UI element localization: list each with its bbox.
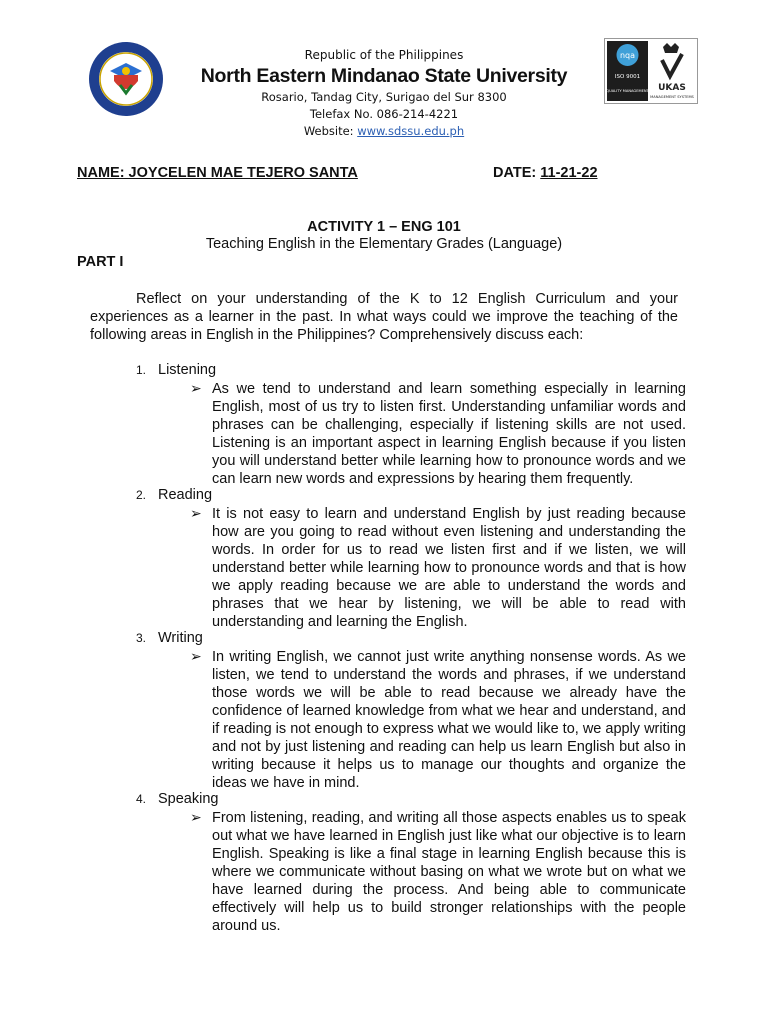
item-title: Writing xyxy=(158,630,203,646)
activity-subtitle: Teaching English in the Elementary Grades (Language) xyxy=(205,236,563,252)
arrow-bullet-icon: ➢ xyxy=(190,380,202,396)
item-title: Reading xyxy=(158,487,213,503)
item-number: 4. xyxy=(136,792,147,806)
item-number: 1. xyxy=(136,363,147,377)
item-title: Speaking xyxy=(158,791,219,807)
website-label: Website: xyxy=(303,124,358,138)
arrow-bullet-icon: ➢ xyxy=(190,809,202,825)
item-paragraph: It is not easy to learn and understand English by just reading because how are you going to read without even listening and understanding the words. In order for us to read we listen first and if we listen, we will understand better while learning how to pronounce words and that is how we apply reading because we are able to understand the words and phrases that we hear by listening, we will be able to read with understanding and learning the English. xyxy=(212,506,686,630)
website-link[interactable]: www.sdssu.edu.ph xyxy=(357,124,465,138)
student-name-text: NAME: JOYCELEN MAE TEJERO SANTA xyxy=(77,165,358,181)
address-line: Rosario, Tandag City, Surigao del Sur 8300 xyxy=(261,90,507,104)
item-number: 2. xyxy=(136,488,147,502)
letterhead xyxy=(150,47,618,140)
certification-logos xyxy=(604,38,698,104)
republic-line: Republic of the Philippines xyxy=(304,48,464,62)
arrow-bullet-icon: ➢ xyxy=(190,648,202,664)
cert-ms-text: MANAGEMENT SYSTEMS xyxy=(650,95,694,99)
cert-ukas-text: UKAS xyxy=(658,83,686,93)
date-value: 11-21-22 xyxy=(540,165,598,181)
activity-title: ACTIVITY 1 – ENG 101 xyxy=(307,219,461,235)
item-title: Listening xyxy=(158,362,217,378)
item-paragraph: In writing English, we cannot just write anything nonsense words. As we listen, we tend to understand the words and phrases, if we understand those words we will be able to read because we already have the confidence of learned knowledge from what we hear and understand, and if reading is not enough to express what we would like to, we apply writing and not by just listening and reading can help us learn English but also in writing because it helps us to manage our thoughts and organize the ideas we have in mind. xyxy=(212,649,686,791)
telefax-line: Telefax No. 086-214-4221 xyxy=(309,107,459,121)
cert-nqa-text: nqa xyxy=(619,51,636,60)
cert-qm-text: QUALITY MANAGEMENT xyxy=(606,89,649,93)
arrow-bullet-icon: ➢ xyxy=(190,505,202,521)
list-item-listening xyxy=(136,362,216,378)
date-field xyxy=(493,165,598,181)
item-paragraph: From listening, reading, and writing all those aspects enables us to speak out what we have learned in English just like what our objective is to learn English. Speaking is like a final stage in learning English because this is where we communicate without basing on what we wrote but on what we have learned during the process. And being able to communicate effectively will help us to build stronger relationships with the people around us. xyxy=(212,810,686,934)
part-heading: PART I xyxy=(77,254,124,270)
list-item-speaking xyxy=(136,791,218,807)
date-label: DATE: xyxy=(493,165,541,181)
university-name: North Eastern Mindanao State University xyxy=(200,65,568,87)
list-item-reading xyxy=(136,487,212,503)
student-name xyxy=(77,165,358,181)
prompt-paragraph: Reflect on your understanding of the K to 12 English Curriculum and your experiences as a learner in the past. In what ways could we improve the teaching of the following areas in English in the Philippines? Comprehensively discuss each: xyxy=(90,291,678,343)
cert-iso-text: ISO 9001 xyxy=(614,74,641,80)
list-item-writing xyxy=(136,630,203,646)
website-line xyxy=(150,123,618,140)
item-paragraph: As we tend to understand and learn something especially in learning English, most of us try to listen first. Understanding unfamiliar words and phrases can be challenging, especially if listening skills are not used. Listening is an important aspect in learning English because if you listen you will understand better while learning how to pronounce words and we can learn new words and expressions by hearing them frequently. xyxy=(212,381,686,487)
item-number: 3. xyxy=(136,631,147,645)
